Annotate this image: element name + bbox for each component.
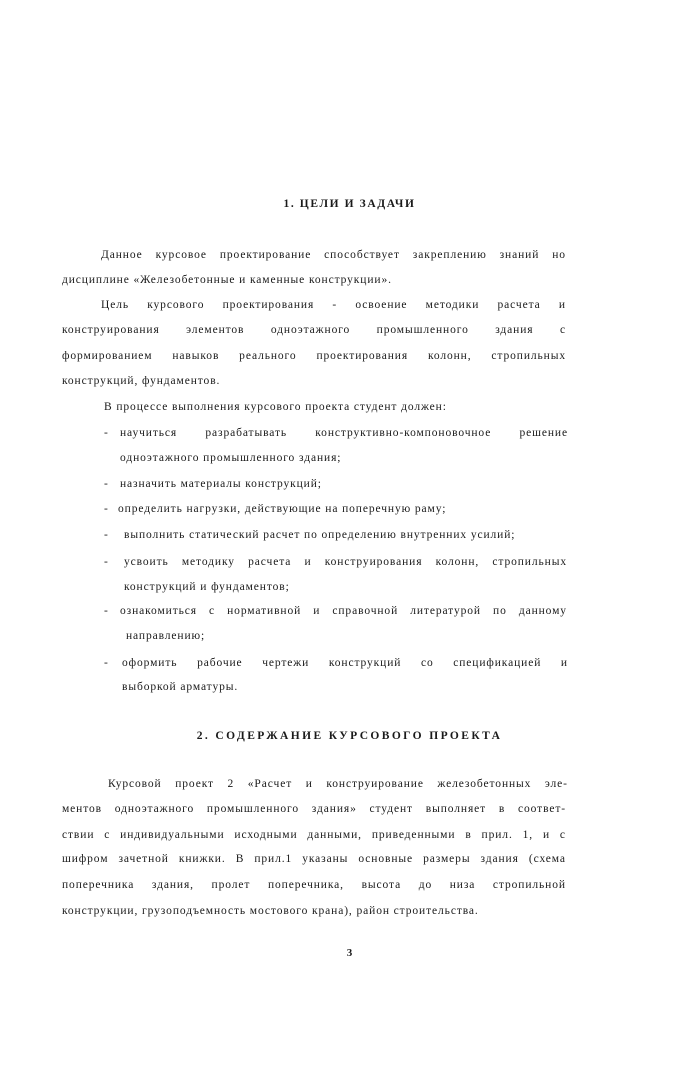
section-2-paragraph-line-3: ствии с индивидуальными исходными данными, приведенными в прил. 1, и с [62,829,566,841]
bullet-1-line-2: одноэтажного промышленного здания; [120,452,342,464]
bullet-dash: - [104,657,109,669]
bullet-1-line-1: научиться разрабатывать конструктивно-компоновочное решение [120,427,568,439]
bullet-dash: - [104,605,109,617]
section-2-paragraph-line-4: шифром зачетной книжки. В прил.1 указаны основные размеры здания (схема [62,853,566,865]
section-1-heading: 1. ЦЕЛИ И ЗАДАЧИ [283,198,416,210]
section-2-heading: 2. СОДЕРЖАНИЕ КУРСОВОГО ПРОЕКТА [196,730,503,742]
bullet-4-line-1: выполнить статический расчет по определению внутренних усилий; [124,529,516,541]
bullet-5-line-1: усвоить методику расчета и конструирования колонн, стропильных [124,556,567,568]
bullet-5-line-2: конструкций и фундаментов; [124,581,290,593]
bullet-2-line-1: назначить материалы конструкций; [120,478,322,490]
bullet-dash: - [104,556,109,568]
bullet-6-line-2: направлению; [126,630,206,642]
bullet-dash: - [104,478,109,490]
bullet-dash: - [104,427,109,439]
section-1-paragraph-2-line-2: конструирования элементов одноэтажного промышленного здания с [62,324,566,336]
bullet-7-line-2: выборкой арматуры. [122,681,239,693]
section-1-list-intro: В процессе выполнения курсового проекта студент должен: [104,401,447,413]
bullet-dash: - [104,529,109,541]
bullet-6-line-1: ознакомиться с нормативной и справочной литературой по данному [120,605,567,617]
section-2-paragraph-line-2: ментов одноэтажного промышленного здания» студент выполняет в соответ- [62,803,566,815]
section-1-paragraph-2-line-4: конструкций, фундаментов. [62,375,221,387]
section-1-paragraph-1-line-2: дисциплине «Железобетонные и каменные конструкции». [62,274,392,286]
section-1-paragraph-1-line-1: Данное курсовое проектирование способствует закреплению знаний но [101,249,566,261]
section-2-paragraph-line-5: поперечника здания, пролет поперечника, высота до низа стропильной [62,879,566,891]
bullet-dash: - [104,503,109,515]
section-2-paragraph-line-6: конструкции, грузоподъемность мостового крана), район строительства. [62,905,479,917]
section-1-paragraph-2-line-3: формированием навыков реального проектирования колонн, стропильных [62,350,566,362]
bullet-3-line-1: определить нагрузки, действующие на поперечную раму; [118,503,447,515]
page-number: 3 [346,947,353,959]
section-2-paragraph-line-1: Курсовой проект 2 «Расчет и конструирование железобетонных эле- [108,778,568,790]
bullet-7-line-1: оформить рабочие чертежи конструкций со спецификацией и [122,657,568,669]
section-1-paragraph-2-line-1: Цель курсового проектирования - освоение методики расчета и [101,299,566,311]
